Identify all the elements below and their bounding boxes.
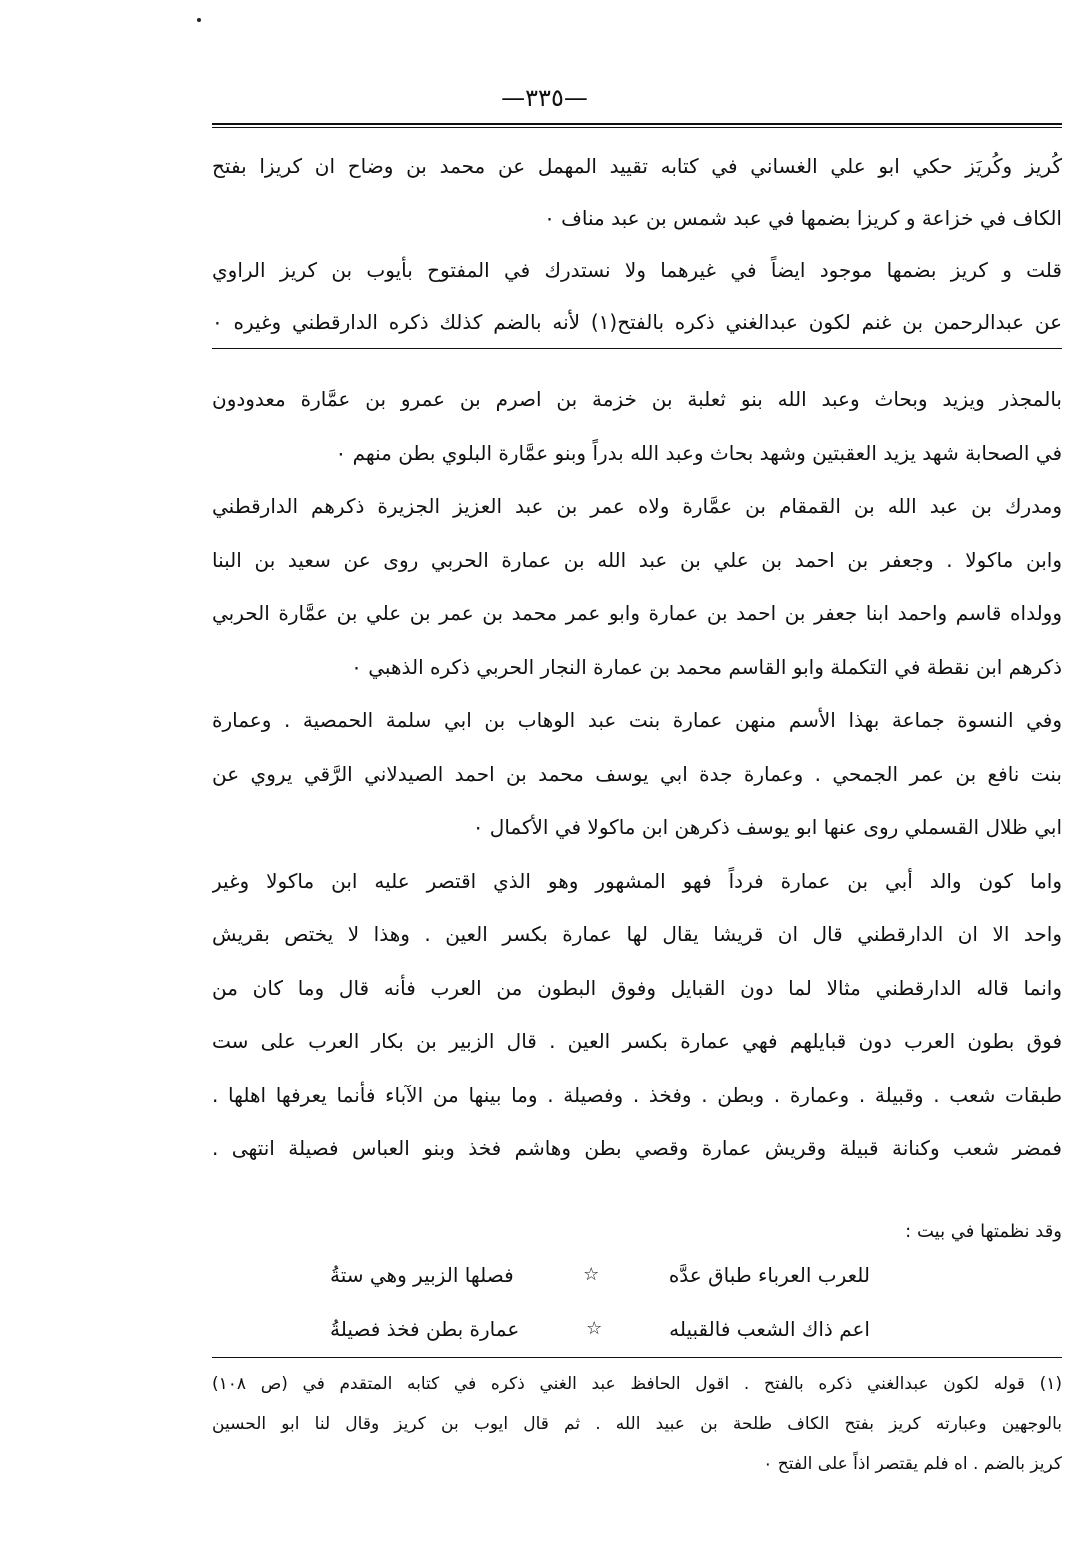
scan-speck <box>197 18 201 22</box>
poem-verse <box>330 1302 870 1356</box>
poem <box>330 1248 870 1356</box>
text-line: وابن ماكولا . وجعفر بن احمد بن علي بن عبد الله بن عمارة الحربي روى عن سعيد بن البنا <box>212 547 1062 572</box>
header-rule-thin <box>212 127 1062 128</box>
upper-text-block <box>212 140 1062 348</box>
text-line: وانما قاله الدارقطني مثالا لما دون القبايل وفوق البطون من العرب فأنه قال وما كان من <box>212 975 1062 1000</box>
star-icon: ☆ <box>586 1318 603 1339</box>
text-line: بنت نافع بن عمر الجمحي . وعمارة جدة ابي يوسف محمد بن احمد الصيدلاني الرَّقي يروي عن <box>212 761 1062 786</box>
first-hemistich: للعرب العرباء طباق عدَّه <box>668 1263 870 1287</box>
text-line: ابي ظلال القسملي روى عنها ابو يوسف ذكرهن ابن ماكولا في الأكمال ٠ <box>472 815 1062 839</box>
text-line: فوق بطون العرب دون قبايلهم فهي عمارة بكسر العين . قال الزبير بن بكار العرب على ست <box>212 1029 1062 1053</box>
text-line: وولداه قاسم واحمد ابنا جعفر بن احمد بن عمارة وابو عمر محمد بن عمر بن علي بن عمَّارة الحربي <box>212 601 1062 625</box>
text-line: وفي النسوة جماعة بهذا الأسم منهن عمارة بنت عبد الوهاب بن ابي سلمة الحمصية . وعمارة <box>212 708 1062 732</box>
poem-verse <box>330 1248 870 1302</box>
first-hemistich: اعم ذاك الشعب فالقبيله <box>669 1317 870 1341</box>
text-line: الكاف في خزاعة و كريزا بضمها في عبد شمس بن عبد مناف ٠ <box>544 206 1062 230</box>
header-rule <box>212 123 1062 125</box>
text-line: في الصحابة شهد يزيد العقبتين وشهد بحاث وعبد الله بدراً وبنو عمَّارة البلوي بطن منهم ٠ <box>335 440 1062 465</box>
text-line: عن عبدالرحمن بن غنم لكون عبدالغني ذكره بالفتح(١) لأنه بالضم كذلك ذكره الدارقطني وغيره ٠ <box>212 310 1062 334</box>
text-line: فمضر شعب وكنانة قبيلة وقريش عمارة وقصي بطن وهاشم فخذ وبنو العباس فصيلة انتهى . <box>212 1136 1062 1160</box>
text-line: واحد الا ان الدارقطني قال ان قريشا يقال لها عمارة بكسر العين . وهذا لا يختص بقريش <box>212 922 1062 946</box>
text-line: كُريز وكُريَز حكي ابو علي الغساني في كتابه تقييد المهمل عن محمد بن وضاح ان كريزا بفتح <box>212 154 1062 178</box>
text-line: ومدرك بن عبد الله بن القمقام بن عمَّارة ولاه عمر بن عبد العزيز الجزيرة ذكرهم الدارقطني <box>212 494 1062 518</box>
text-line: قلت و كريز بضمها موجود ايضاً في غيرهما ولا نستدرك في المفتوح بأيوب بن كريز الراوي <box>212 258 1062 282</box>
text-line: ذكرهم ابن نقطة في التكملة وابو القاسم محمد بن عمارة النجار الحربي ذكره الذهبي ٠ <box>351 654 1062 679</box>
footnote-line: (١) قوله لكون عبدالغني ذكره بالفتح . اقول الحافظ عبد الغني ذكره في كتابه المتقدم في (ص ١٠٨) <box>212 1374 1062 1394</box>
text-line: طبقات شعب . وقبيلة . وعمارة . وبطن . وفخذ . وفصيلة . وما بينها من الآباء فأنما يعرفها اهلها . <box>212 1082 1062 1107</box>
star-icon: ☆ <box>583 1264 600 1285</box>
footnote-divider <box>212 1357 1062 1358</box>
page-number: —٣٣٥— <box>501 84 588 112</box>
footnote <box>212 1364 1062 1484</box>
second-hemistich: فصلها الزبير وهي ستةُ <box>330 1263 514 1287</box>
main-text-block <box>212 373 1062 1176</box>
second-hemistich: عمارة بطن فخذ فصيلةُ <box>330 1317 520 1341</box>
verse-intro: وقد نظمتها في بيت : <box>905 1221 1062 1242</box>
section-divider <box>212 348 1062 349</box>
footnote-line: كريز بالضم . اه فلم يقتصر اذاً على الفتح ٠ <box>763 1454 1062 1474</box>
footnote-line: بالوجهين وعبارته كريز بفتح الكاف طلحة بن عبيد الله . ثم قال ايوب بن كريز وقال لنا ابو الحسين <box>212 1414 1062 1434</box>
text-line: بالمجذر ويزيد وبحاث وعبد الله بنو ثعلبة بن خزمة بن اصرم بن عمرو بن عمَّارة معدودون <box>212 387 1062 411</box>
text-line: واما كون والد أبي بن عمارة فرداً فهو المشهور وهو الذي اقتصر عليه ابن ماكولا وغير <box>212 868 1062 893</box>
